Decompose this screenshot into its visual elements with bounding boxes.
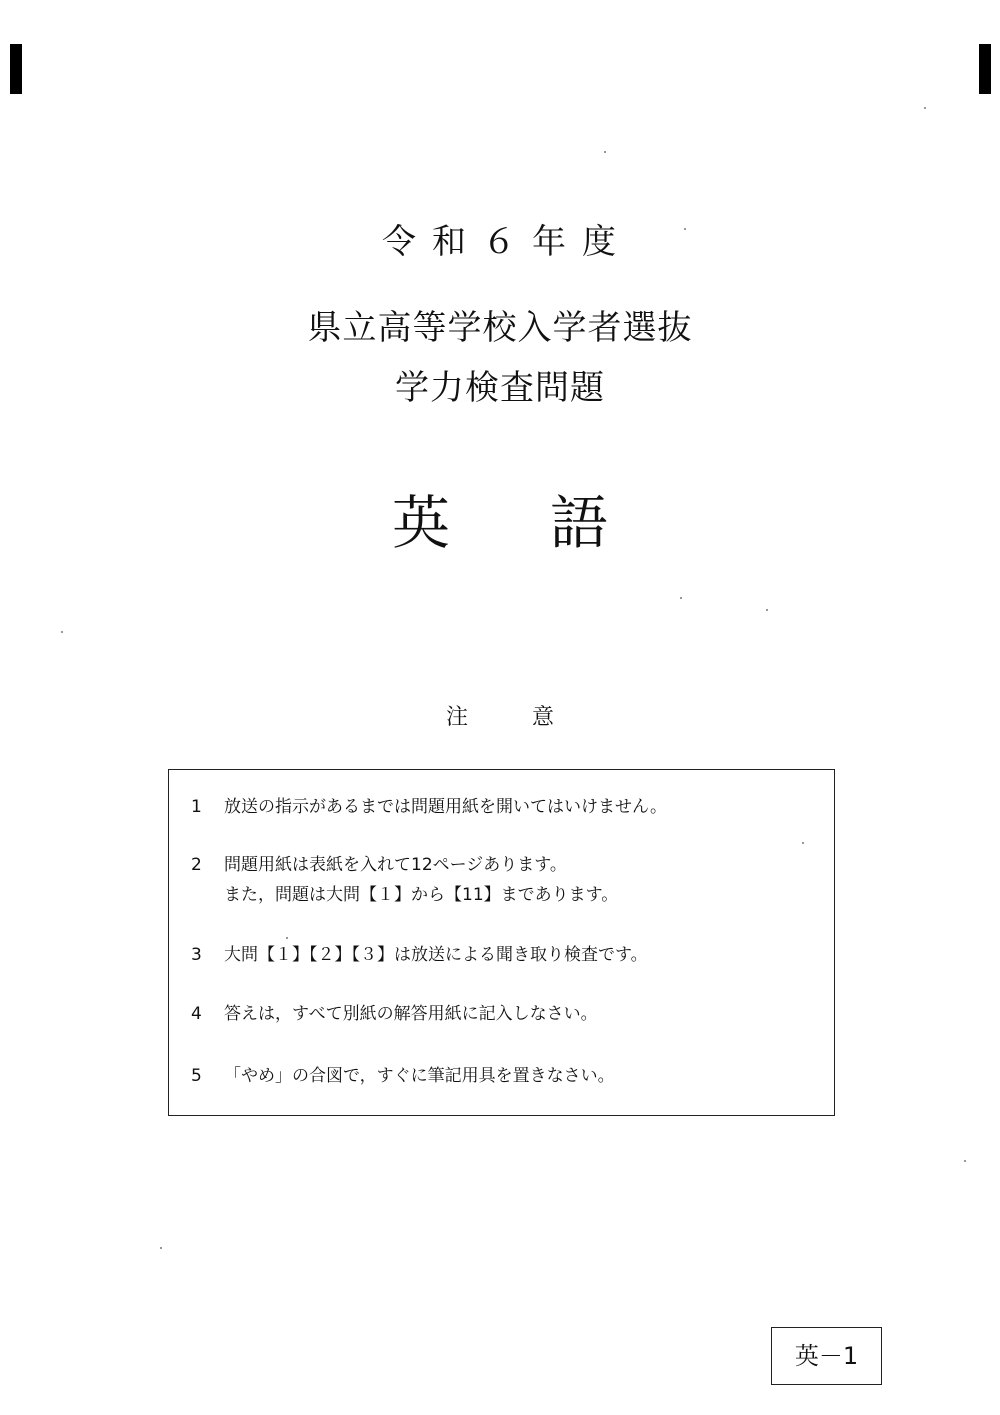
scan-speck (684, 228, 686, 230)
notice-text-continuation: また，問題は大問【１】から【11】まであります。 (224, 885, 619, 905)
notice-item-3 (191, 940, 648, 970)
notice-box (168, 769, 835, 1116)
notice-text: 大問【１】【２】【３】は放送による聞き取り検査です。 (224, 945, 648, 965)
scan-speck (680, 597, 682, 599)
notice-number: 1 (191, 797, 202, 817)
registration-mark-left (10, 44, 22, 94)
scan-speck (286, 937, 288, 939)
scan-speck (802, 842, 804, 844)
notice-text: 答えは，すべて別紙の解答用紙に記入しなさい。 (224, 1004, 598, 1024)
page-number-label: 英－1 (771, 1327, 882, 1385)
notice-text: 「やめ」の合図で，すぐに筆記用具を置きなさい。 (224, 1066, 615, 1086)
notice-text: 放送の指示があるまでは問題用紙を開いてはいけません。 (224, 797, 668, 817)
scan-speck (766, 609, 768, 611)
registration-mark-right (979, 44, 991, 94)
scan-speck (964, 1160, 966, 1162)
notice-item-4 (191, 999, 598, 1029)
exam-title: 県立高等学校入学者選抜 (307, 308, 693, 348)
notice-number: 4 (191, 1004, 202, 1024)
notice-number: 3 (191, 945, 202, 965)
notice-number: 5 (191, 1066, 202, 1086)
scan-speck (61, 631, 63, 633)
notice-item-5 (191, 1061, 615, 1091)
exam-year: 令和６年度 (382, 222, 632, 262)
exam-subtitle: 学力検査問題 (395, 368, 605, 408)
scan-speck (160, 1247, 162, 1249)
notice-item-2 (191, 850, 618, 910)
notice-number: 2 (191, 855, 202, 875)
subject-title: 英語 (391, 489, 708, 557)
scan-speck (924, 107, 926, 109)
notice-heading: 注意 (445, 705, 618, 730)
notice-item-1 (191, 792, 667, 822)
notice-text: 問題用紙は表紙を入れて12ページあります。 (224, 855, 567, 875)
scan-speck (604, 151, 606, 153)
